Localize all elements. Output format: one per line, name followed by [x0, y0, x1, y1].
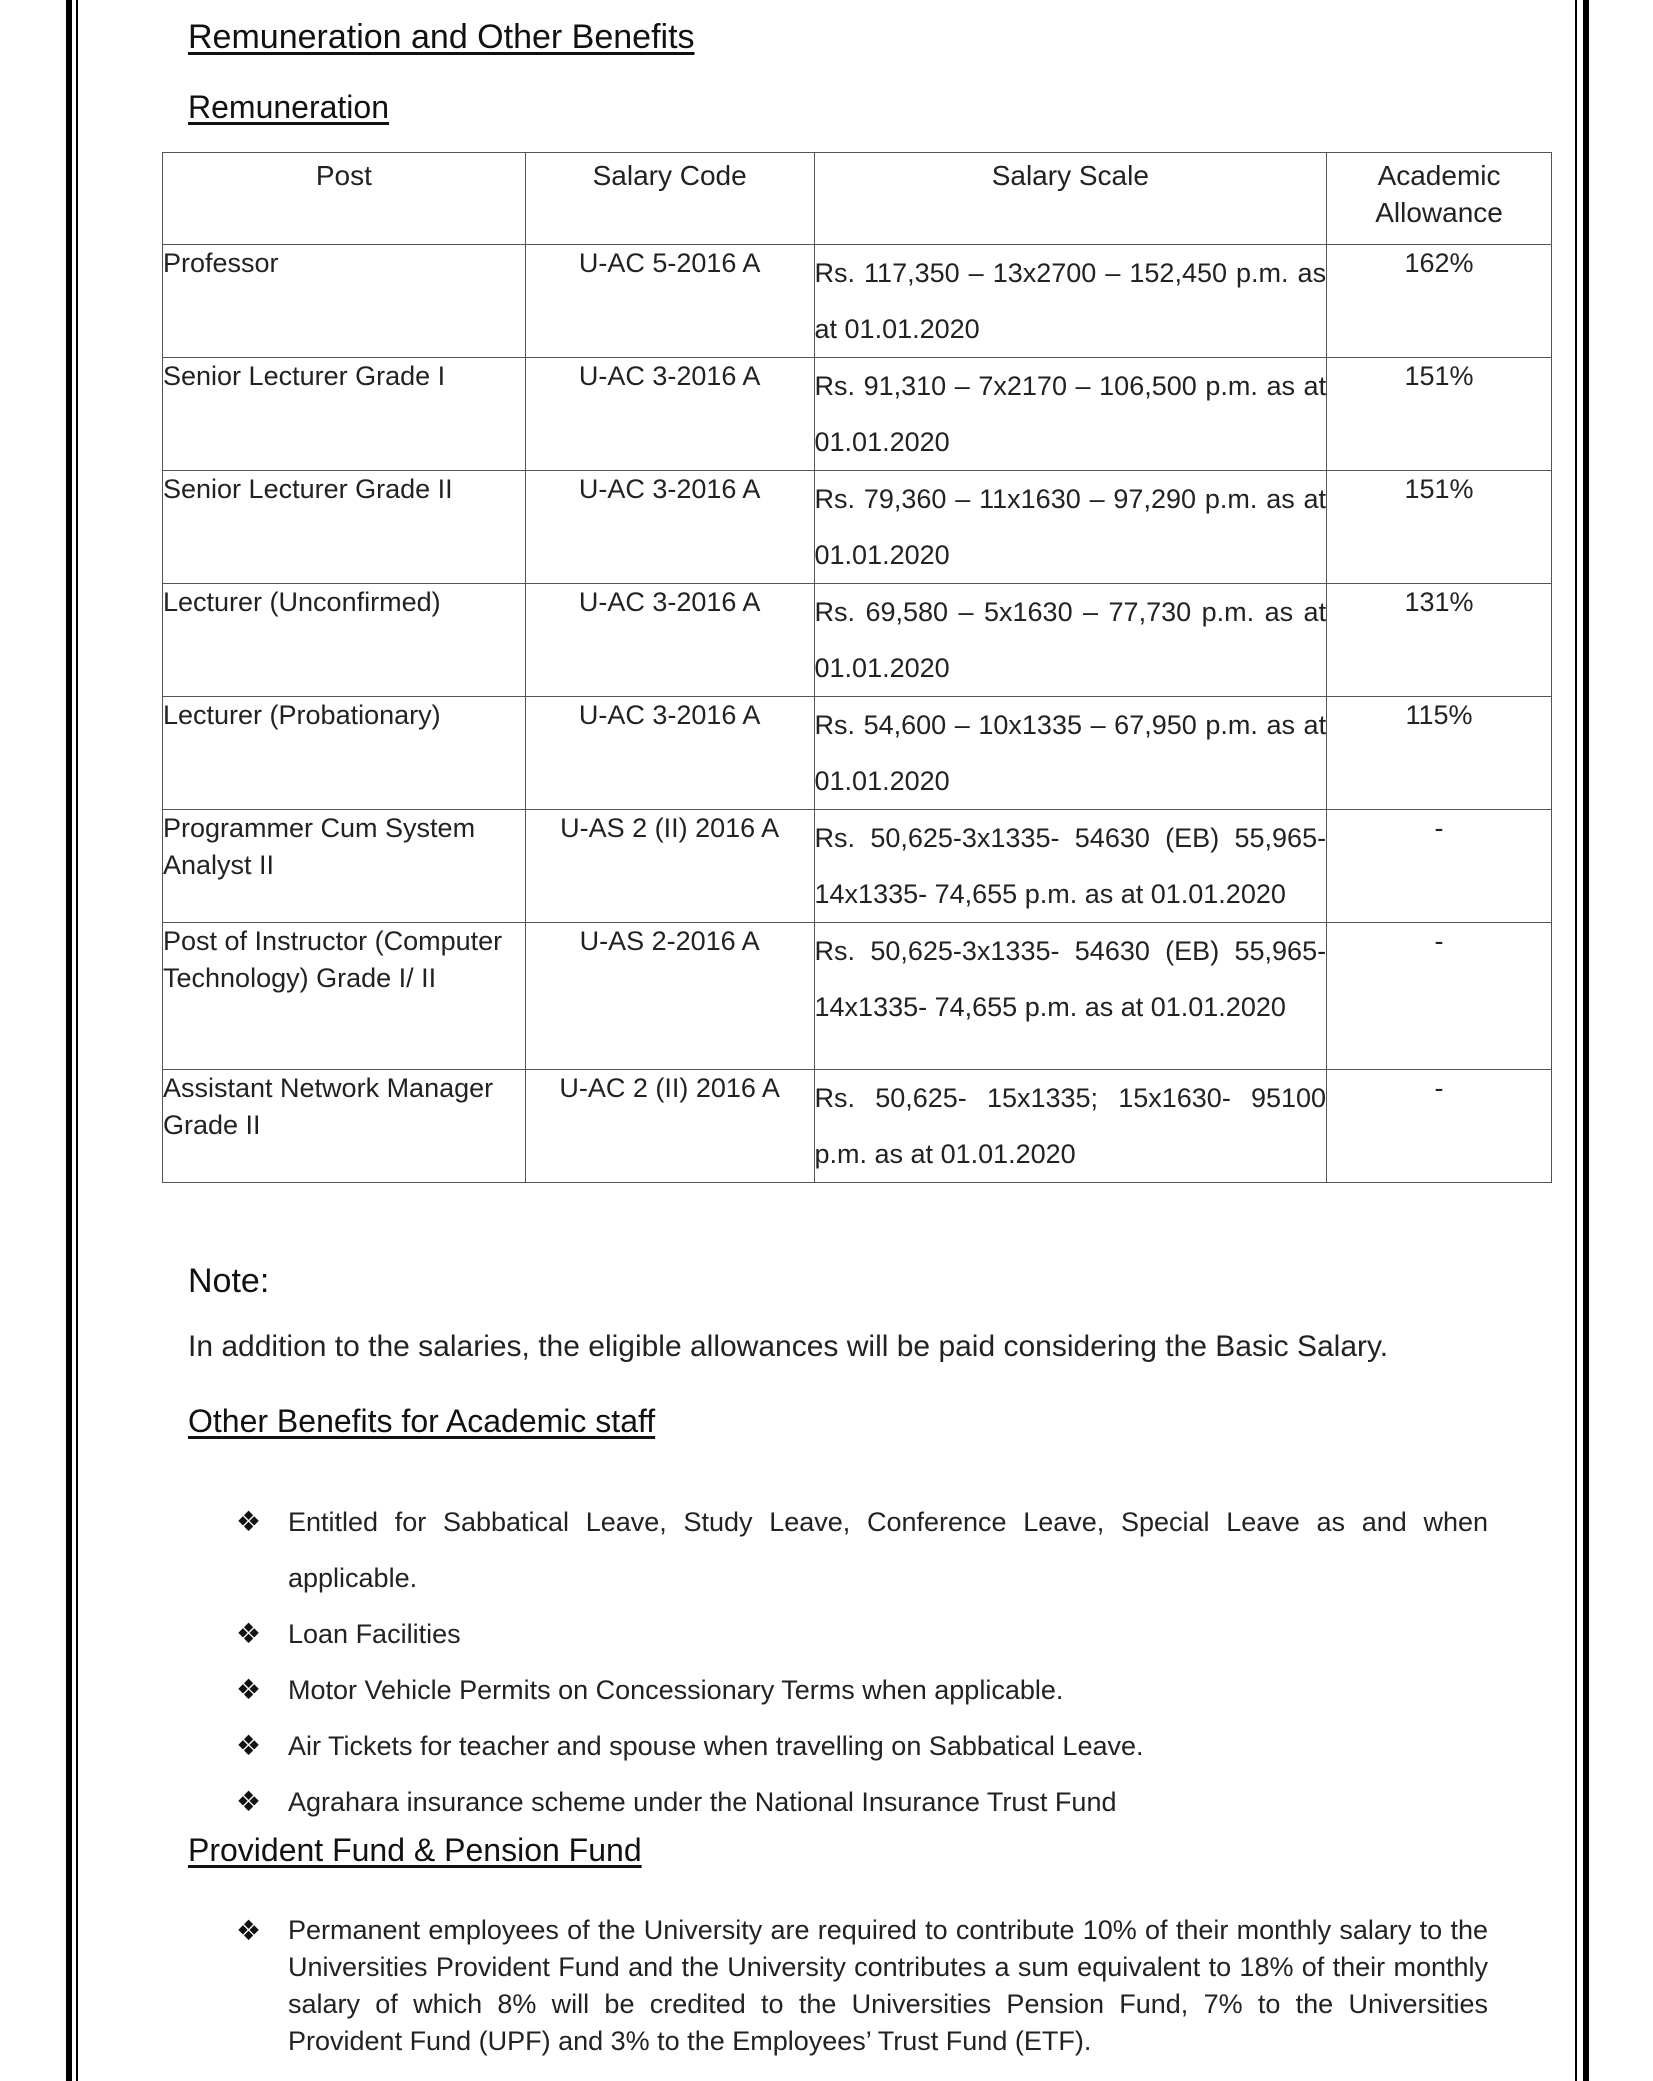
cell-allowance: - — [1327, 923, 1552, 1070]
cell-post: Lecturer (Probationary) — [163, 697, 526, 810]
table-header-row — [163, 153, 1552, 245]
list-item — [236, 1912, 1488, 2060]
header-post: Post — [163, 153, 526, 245]
cell-post: Post of Instructor (Computer Technology) Grade I/ II — [163, 923, 526, 1070]
table-row — [163, 358, 1552, 471]
list-item — [236, 1774, 1488, 1830]
table-row — [163, 1070, 1552, 1183]
table-row — [163, 810, 1552, 923]
cell-salary-scale: Rs. 69,580 – 5x1630 – 77,730 p.m. as at 01.01.2020 — [814, 584, 1327, 697]
page-border-right-outer — [1583, 0, 1589, 2081]
cell-allowance: 162% — [1327, 245, 1552, 358]
cell-salary-scale: Rs. 91,310 – 7x2170 – 106,500 p.m. as at 01.01.2020 — [814, 358, 1327, 471]
table-row — [163, 471, 1552, 584]
list-item — [236, 1662, 1488, 1718]
cell-post: Lecturer (Unconfirmed) — [163, 584, 526, 697]
diamond-bullet-icon: ❖ — [236, 1506, 262, 1537]
other-benefits-list — [236, 1494, 1488, 1830]
note-text: In addition to the salaries, the eligible allowances will be paid considering the Basic Salary. — [188, 1330, 1389, 1363]
list-item-text: Agrahara insurance scheme under the National Insurance Trust Fund — [288, 1787, 1117, 1817]
cell-salary-scale: Rs. 79,360 – 11x1630 – 97,290 p.m. as at 01.01.2020 — [814, 471, 1327, 584]
header-academic-allowance: Academic Allowance — [1327, 153, 1552, 245]
page-border-left-outer — [66, 0, 72, 2081]
table-row — [163, 245, 1552, 358]
cell-allowance: 151% — [1327, 358, 1552, 471]
cell-allowance: 151% — [1327, 471, 1552, 584]
cell-post: Senior Lecturer Grade II — [163, 471, 526, 584]
cell-salary-code: U-AC 3-2016 A — [525, 697, 814, 810]
header-salary-code: Salary Code — [525, 153, 814, 245]
cell-allowance: 115% — [1327, 697, 1552, 810]
list-item-text: Entitled for Sabbatical Leave, Study Leave, Conference Leave, Special Leave as and when applicable. — [288, 1507, 1488, 1593]
cell-salary-code: U-AS 2 (II) 2016 A — [525, 810, 814, 923]
page-border-right-inner — [1575, 0, 1577, 2081]
table-row — [163, 584, 1552, 697]
list-item — [236, 1606, 1488, 1662]
cell-allowance: 131% — [1327, 584, 1552, 697]
provident-fund-list — [236, 1912, 1488, 2060]
list-item-text: Permanent employees of the University are required to contribute 10% of their monthly salary to the Universities Provident Fund and the University contributes a sum equivalent to 18% of their monthly salary of which 8% will be credited to the Universities Pension Fund, 7% to the Universities Provident Fund (UPF) and 3% to the Employees’ Trust Fund (ETF). — [288, 1915, 1488, 2056]
cell-salary-code: U-AC 3-2016 A — [525, 358, 814, 471]
other-benefits-heading: Other Benefits for Academic staff — [188, 1403, 656, 1439]
diamond-bullet-icon: ❖ — [236, 1730, 262, 1761]
cell-salary-scale: Rs. 50,625- 15x1335; 15x1630- 95100 p.m. as at 01.01.2020 — [814, 1070, 1327, 1183]
page-border-left-inner — [76, 0, 78, 2081]
cell-post: Programmer Cum System Analyst II — [163, 810, 526, 923]
cell-salary-code: U-AC 3-2016 A — [525, 584, 814, 697]
cell-salary-code: U-AS 2-2016 A — [525, 923, 814, 1070]
diamond-bullet-icon: ❖ — [236, 1674, 262, 1705]
cell-post: Assistant Network Manager Grade II — [163, 1070, 526, 1183]
list-item — [236, 1718, 1488, 1774]
cell-allowance: - — [1327, 810, 1552, 923]
salary-table — [162, 152, 1552, 1183]
provident-fund-heading: Provident Fund & Pension Fund — [188, 1832, 642, 1868]
diamond-bullet-icon: ❖ — [236, 1618, 262, 1649]
list-item — [236, 1494, 1488, 1606]
page-title: Remuneration and Other Benefits — [188, 18, 695, 56]
table-row — [163, 697, 1552, 810]
cell-post: Professor — [163, 245, 526, 358]
cell-salary-scale: Rs. 54,600 – 10x1335 – 67,950 p.m. as at 01.01.2020 — [814, 697, 1327, 810]
note-label: Note: — [188, 1262, 270, 1300]
cell-salary-scale: Rs. 117,350 – 13x2700 – 152,450 p.m. as at 01.01.2020 — [814, 245, 1327, 358]
cell-salary-code: U-AC 5-2016 A — [525, 245, 814, 358]
cell-allowance: - — [1327, 1070, 1552, 1183]
list-item-text: Loan Facilities — [288, 1619, 461, 1649]
cell-salary-code: U-AC 3-2016 A — [525, 471, 814, 584]
remuneration-heading: Remuneration — [188, 89, 389, 125]
header-salary-scale: Salary Scale — [814, 153, 1327, 245]
cell-post: Senior Lecturer Grade I — [163, 358, 526, 471]
diamond-bullet-icon: ❖ — [236, 1915, 262, 1946]
cell-salary-code: U-AC 2 (II) 2016 A — [525, 1070, 814, 1183]
list-item-text: Air Tickets for teacher and spouse when travelling on Sabbatical Leave. — [288, 1731, 1144, 1761]
list-item-text: Motor Vehicle Permits on Concessionary Terms when applicable. — [288, 1675, 1064, 1705]
diamond-bullet-icon: ❖ — [236, 1786, 262, 1817]
cell-salary-scale: Rs. 50,625-3x1335- 54630 (EB) 55,965-14x1335- 74,655 p.m. as at 01.01.2020 — [814, 923, 1327, 1070]
table-row — [163, 923, 1552, 1070]
cell-salary-scale: Rs. 50,625-3x1335- 54630 (EB) 55,965-14x1335- 74,655 p.m. as at 01.01.2020 — [814, 810, 1327, 923]
